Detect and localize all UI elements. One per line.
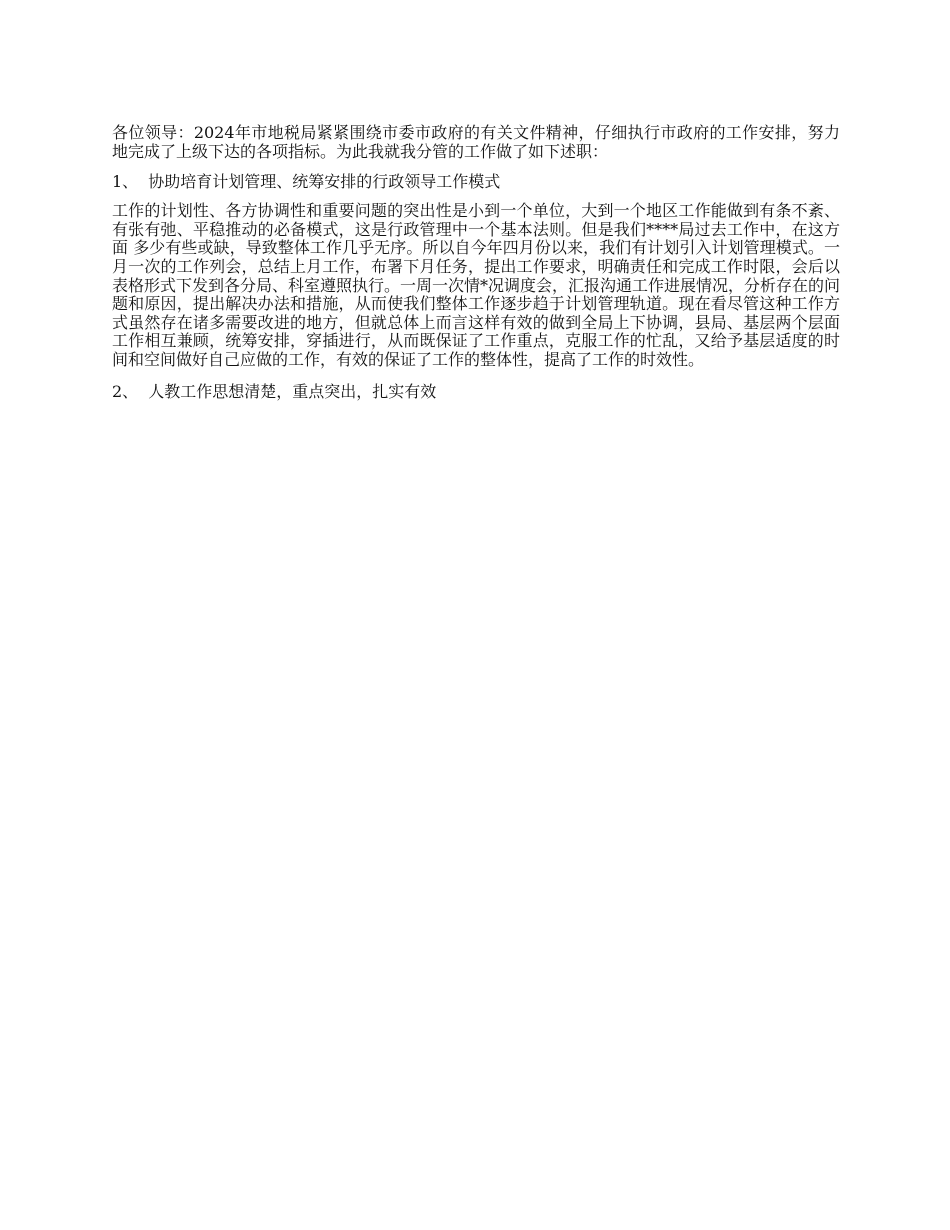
document-page (112, 124, 840, 412)
section-1-title: 协助培育计划管理、统筹安排的行政领导工作模式 (148, 172, 501, 192)
section-2-number: 2、 (112, 381, 139, 401)
section-1-heading (112, 172, 840, 192)
section-2-title: 人教工作思想清楚，重点突出，扎实有效 (148, 381, 437, 401)
section-2-heading (112, 382, 840, 402)
intro-paragraph: 各位领导：2024年市地税局紧紧围绕市委市政府的有关文件精神，仔细执行市政府的工作安排，努力地完成了上级下达的各项指标。为此我就我分管的工作做了如下述职： (112, 123, 840, 161)
section-1-body: 工作的计划性、各方协调性和重要问题的突出性是小到一个单位，大到一个地区工作能做到有条不紊、有张有弛、平稳推动的必备模式，这是行政管理中一个基本法则。但是我们****局过去工作中，在这方面 多少有些或缺，导致整体工作几乎无序。所以自今年四月份以来，我们有计划引入计划管理模式。一月一次的工作列会，总结上月工作，布署下月任务，提出工作要求，明确责任和完成工作时限，会后以表格形式下发到各分局、科室遵照执行。一周一次情*况调度会，汇报沟通工作进展情况，分析存在的问题和原因，提出解决办法和措施，从而使我们整体工作逐步趋于计划管理轨道。现在看尽管这种工作方式虽然存在诸多需要改进的地方，但就总体上而言这样有效的做到全局上下协调，县局、基层两个层面工作相互兼顾，统筹安排，穿插进行，从而既保证了工作重点，克服工作的忙乱，又给予基层适度的时间和空间做好自己应做的工作，有效的保证了工作的整体性，提高了工作的时效性。 (112, 201, 841, 369)
section-1-number: 1、 (112, 172, 139, 192)
